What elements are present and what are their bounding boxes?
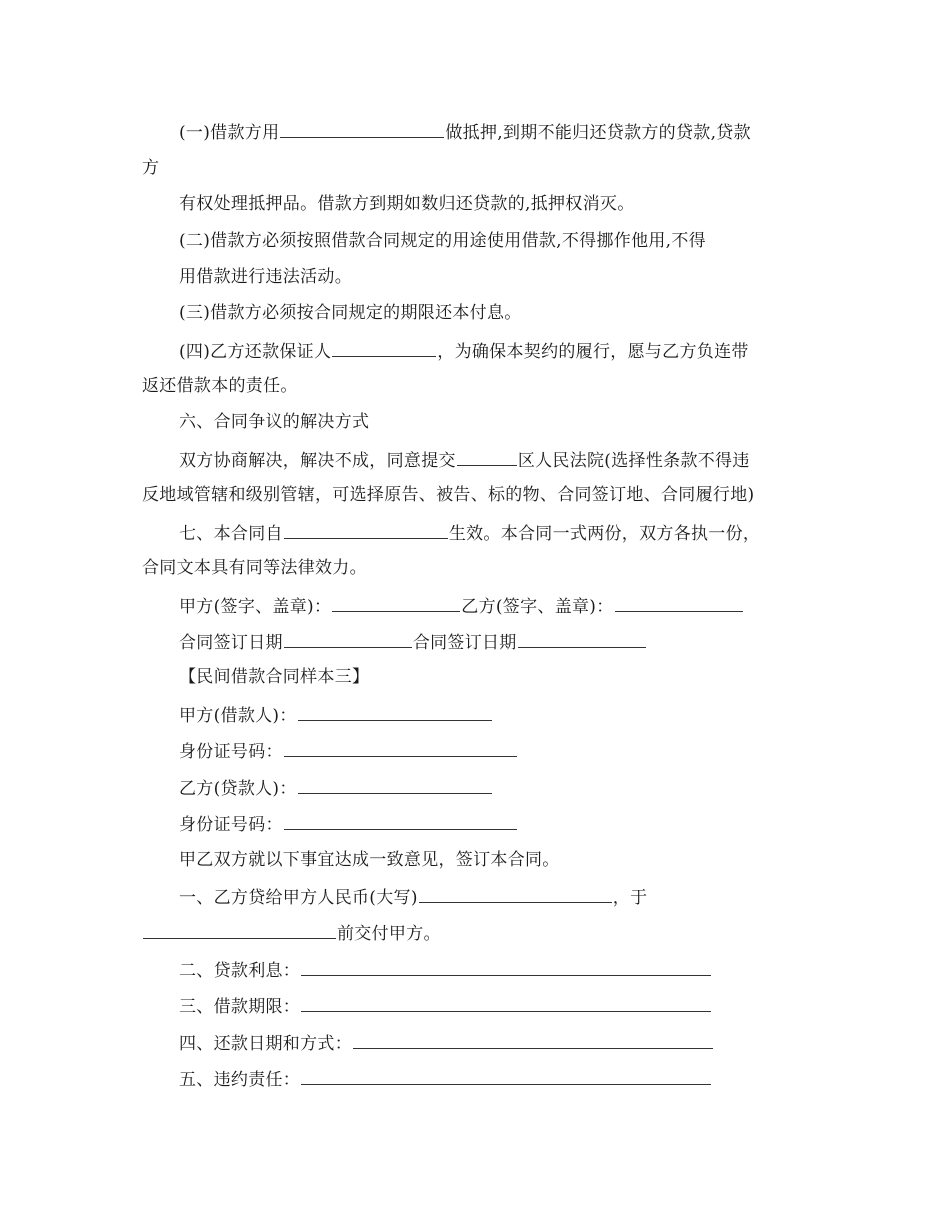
loan-term-line: 三、借款期限： (179, 994, 712, 1018)
party-a-id-line: 身份证号码： (179, 739, 518, 763)
party-b-id-blank (284, 812, 517, 830)
court-blank (457, 448, 517, 466)
party-a-id-blank (284, 739, 517, 757)
dispute-line-2: 反地域管辖和级别管辖，可选择原告、被告、标的物、合同签订地、合同履行地) (142, 485, 755, 505)
clause-guarantor-line-1: (四)乙方还款保证人 ，为确保本契约的履行，愿与乙方负连带 (179, 339, 749, 363)
signing-date-line: 合同签订日期 合同签订日期 (179, 630, 647, 654)
repayment-method-blank (353, 1031, 713, 1049)
delivery-date-blank (143, 921, 336, 939)
clause-guarantor-line-2: 返还借款本的责任。 (142, 376, 298, 396)
clause-repayment-term: (三)借款方必须按合同规定的期限还本付息。 (179, 303, 522, 323)
party-b-id-line: 身份证号码： (179, 812, 518, 836)
effective-date-blank (284, 521, 448, 539)
clause-mortgage-line-3: 有权处理抵押品。借款方到期如数归还贷款的,抵押权消灭。 (179, 194, 635, 214)
breach-liability-line: 五、违约责任： (179, 1067, 712, 1091)
agreement-intro: 甲乙双方就以下事宜达成一致意见，签订本合同。 (179, 850, 560, 870)
breach-liability-blank (301, 1067, 711, 1085)
loan-amount-line-2: 前交付甲方。 (142, 921, 441, 945)
party-a-borrower-blank (298, 703, 492, 721)
section-effective-line-2: 合同文本具有同等法律效力。 (142, 558, 367, 578)
clause-mortgage-line-1: (一)借款方用 做抵押,到期不能归还贷款方的贷款,贷款 (179, 120, 751, 144)
loan-amount-line-1: 一、乙方贷给甲方人民币(大写) ，于 (179, 885, 647, 909)
party-a-signature-blank (332, 594, 460, 612)
party-b-lender-line: 乙方(贷款人)： (179, 776, 493, 800)
signing-date-blank-a (284, 630, 412, 648)
signature-line: 甲方(签字、盖章)： 乙方(签字、盖章)： (179, 594, 744, 618)
loan-amount-blank (419, 885, 612, 903)
dispute-line-1: 双方协商解决，解决不成，同意提交 区人民法院(选择性条款不得违 (179, 448, 750, 472)
sample-three-heading: 【民间借款合同样本三】 (179, 667, 370, 687)
party-b-signature-blank (615, 594, 743, 612)
loan-term-blank (301, 994, 711, 1012)
loan-interest-line: 二、贷款利息： (179, 958, 712, 982)
mortgage-blank (280, 120, 444, 138)
guarantor-blank (332, 339, 436, 357)
repayment-method-line: 四、还款日期和方式： (179, 1031, 714, 1055)
party-b-lender-blank (298, 776, 492, 794)
section-dispute-heading: 六、合同争议的解决方式 (179, 412, 370, 432)
loan-interest-blank (301, 958, 711, 976)
signing-date-blank-b (518, 630, 646, 648)
clause-usage-line-2: 用借款进行违法活动。 (179, 267, 352, 287)
section-effective-line-1: 七、本合同自 生效。本合同一式两份，双方各执一份， (179, 521, 760, 545)
clause-usage-line-1: (二)借款方必须按照借款合同规定的用途使用借款,不得挪作他用,不得 (179, 231, 706, 251)
clause-mortgage-line-2: 方 (142, 158, 160, 178)
party-a-borrower-line: 甲方(借款人)： (179, 703, 493, 727)
